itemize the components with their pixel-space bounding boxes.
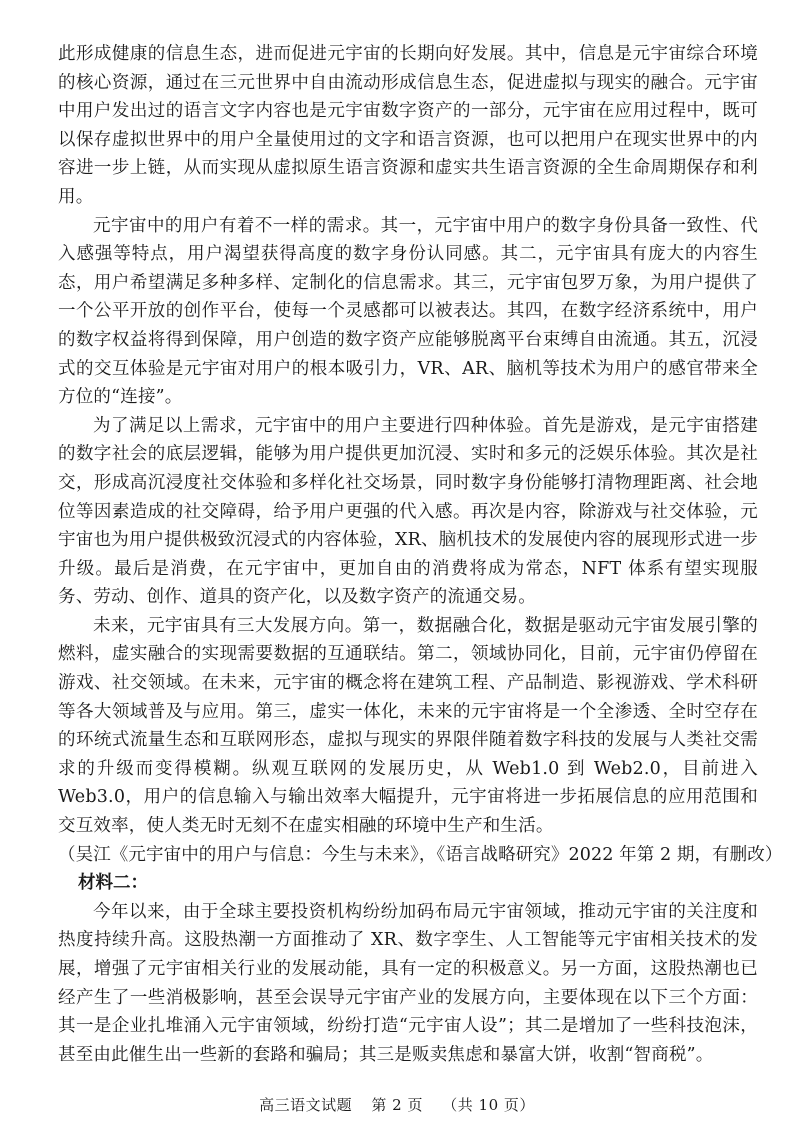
footer-subject: 高三语文试题 bbox=[259, 1096, 353, 1114]
paragraph-material-2: 今年以来，由于全球主要投资机构纷纷加码布局元宇宙领域，推动元宇宙的关注度和热度持续升高。这股热潮一方面推动了 XR、数字孪生、人工智能等元宇宙相关技术的发展，增强了元宇宙相关行业的发展动能，具有一定的积极意义。另一方面，这股热潮也已经产生了一些消极影响，甚至会误导元宇宙产业的发展方向，主要体现在以下三个方面：其一是企业扎堆涌入元宇宙领域，纷纷打造“元宇宙人设”；其二是增加了一些科技泡沫，甚至由此催生出一些新的套路和骗局；其三是贩卖焦虑和暴富大饼，收割“智商税”。 bbox=[58, 901, 758, 1065]
document-body bbox=[58, 40, 783, 1069]
page-footer bbox=[0, 1095, 794, 1115]
source-citation: （吴江《元宇宙中的用户与信息：今生与未来》，《语言战略研究》2022 年第 2 期，有删改） bbox=[58, 844, 783, 865]
paragraph-4: 未来，元宇宙具有三大发展方向。第一，数据融合化，数据是驱动元宇宙发展引擎的燃料，虚实融合的实现需要数据的互通联结。第二，领域协同化，目前，元宇宙仍停留在游戏、社交领域。在未来，元宇宙的概念将在建筑工程、产品制造、影视游戏、学术科研等各大领域普及与应用。第三，虚实一体化，未来的元宇宙将是一个全渗透、全时空存在的环统式流量生态和互联网形态，虚拟与现实的界限伴随着数字科技的发展与人类社交需求的升级而变得模糊。纵观互联网的发展历史，从 Web1.0 到 Web2.0，目前进入 Web3.0，用户的信息输入与输出效率大幅提升，元宇宙将进一步拓展信息的应用范围和交互效率，使人类无时无刻不在虚实相融的环境中生产和生活。 bbox=[58, 615, 758, 837]
paragraph-2: 元宇宙中的用户有着不一样的需求。其一，元宇宙中用户的数字身份具备一致性、代入感强等特点，用户渴望获得高度的数字身份认同感。其二，元宇宙具有庞大的内容生态，用户希望满足多种多样、定制化的信息需求。其三，元宇宙包罗万象，为用户提供了一个公平开放的创作平台，使每一个灵感都可以被表达。其四，在数字经济系统中，用户的数字权益将得到保障，用户创造的数字资产应能够脱离平台束缚自由流通。其五，沉浸式的交互体验是元宇宙对用户的根本吸引力，VR、AR、脑机等技术为用户的感官带来全方位的“连接”。 bbox=[58, 215, 758, 408]
paragraph-1: 此形成健康的信息生态，进而促进元宇宙的长期向好发展。其中，信息是元宇宙综合环境的核心资源，通过在三元世界中自由流动形成信息生态，促进虚拟与现实的融合。元宇宙中用户发出过的语言文字内容也是元宇宙数字资产的一部分，元宇宙在应用过程中，既可以保存虚拟世界中的用户全量使用过的文字和语言资源，也可以把用户在现实世界中的内容进一步上链，从而实现从虚拟原生语言资源和虚实共生语言资源的全生命周期保存和利用。 bbox=[58, 44, 758, 207]
section-heading-material-2: 材料二： bbox=[78, 873, 148, 894]
footer-total-pages: （共 10 页） bbox=[442, 1096, 535, 1114]
paragraph-3: 为了满足以上需求，元宇宙中的用户主要进行四种体验。首先是游戏，是元宇宙搭建的数字社会的底层逻辑，能够为用户提供更加沉浸、实时和多元的泛娱乐体验。其次是社交，形成高沉浸度社交体验和多样化社交场景，同时数字身份能够打清物理距离、社会地位等因素造成的社交障碍，给予用户更强的代入感。再次是内容，除游戏与社交体验，元宇宙也为用户提供极致沉浸式的内容体验，XR、脑机技术的发展使内容的展现形式进一步升级。最后是消费，在元宇宙中，更加自由的消费将成为常态，NFT 体系有望实现服务、劳动、创作、道具的资产化，以及数字资产的流通交易。 bbox=[58, 415, 758, 608]
footer-page-number: 第 2 页 bbox=[371, 1096, 423, 1114]
